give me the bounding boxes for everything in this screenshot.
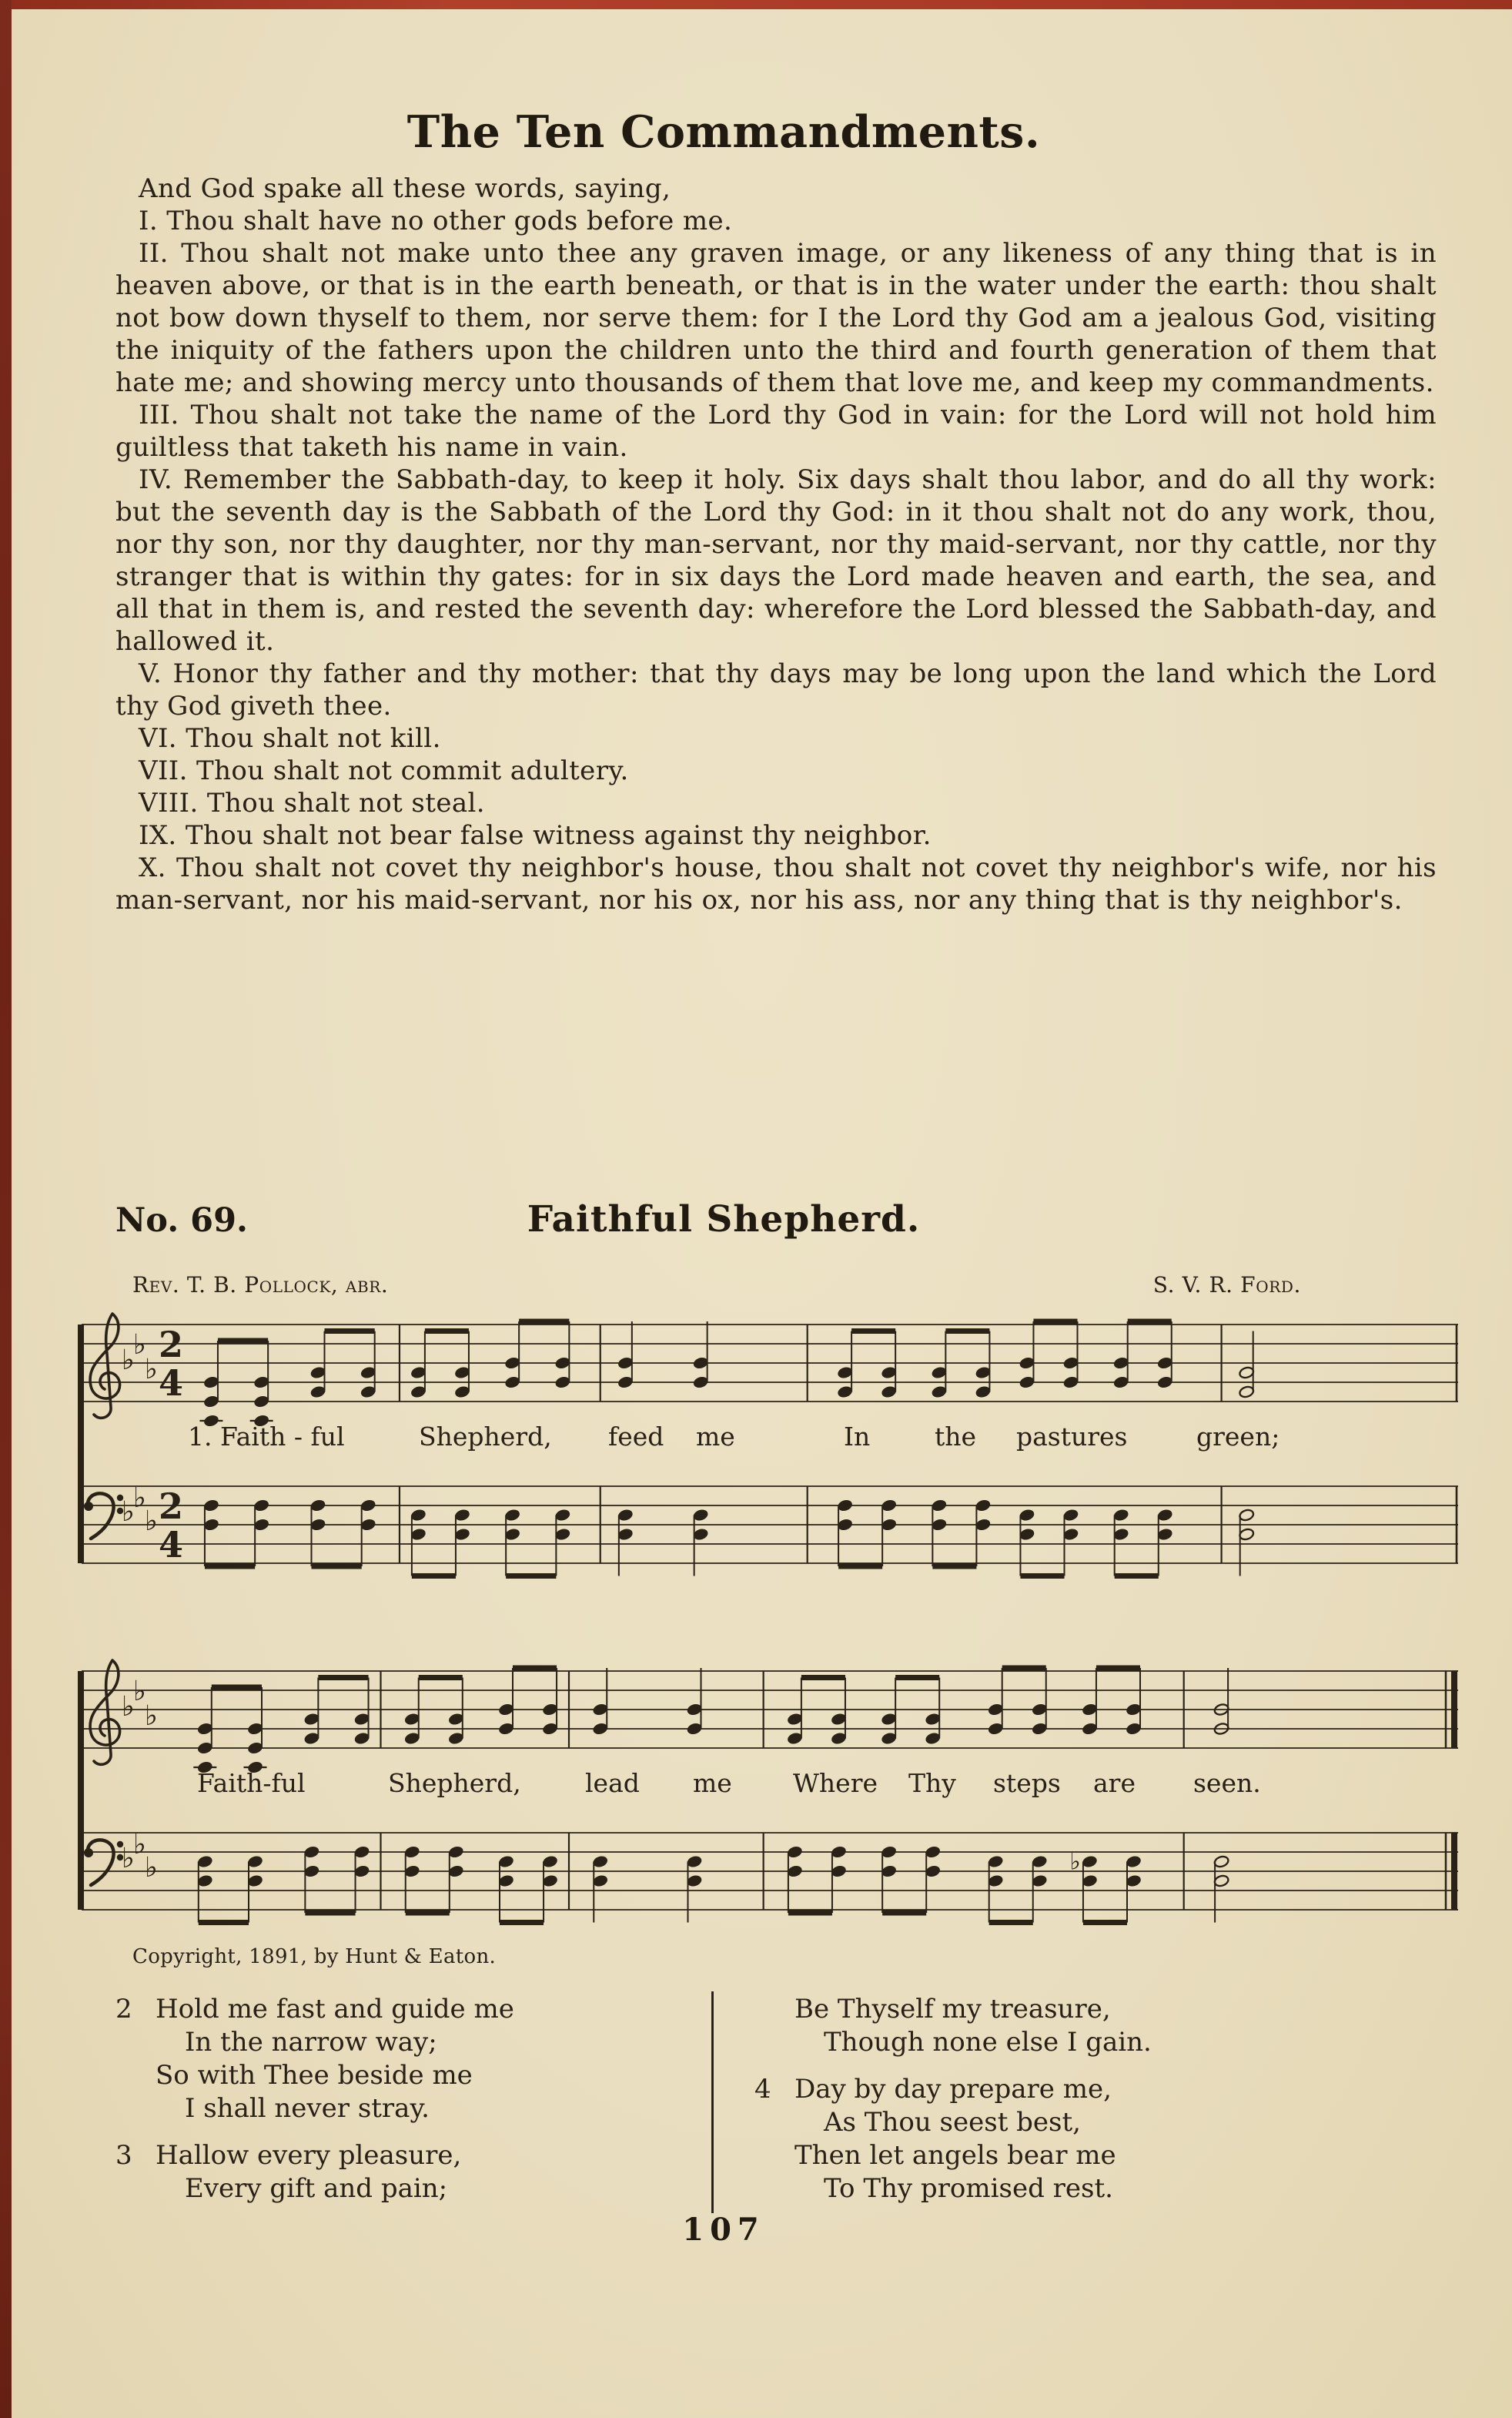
svg-text:4: 4 [158,1362,184,1404]
lyric-token: steps [993,1768,1061,1798]
page-edge-top [0,0,1512,9]
lyric-token: seen. [1193,1768,1261,1798]
verse-line: As Thou seest best, [824,2107,1081,2138]
lyric-token: pastures [1016,1422,1128,1452]
hymn-title: Faithful Shepherd. [527,1198,921,1241]
verse-number: 2 [115,1994,132,2024]
svg-text:4: 4 [158,1524,184,1566]
commandment-paragraph: II. Thou shalt not make unto thee any graven image, or any likeness of any thing that is in heaven above, or that is in the earth beneath, or that is in the water under the earth: thou shalt not bow down thyself to them, nor serve them: for I the Lord thy God am a jealous God, visiting the iniquity of the fathers upon the children unto the third and fourth generation of them that hate me; and showing mercy unto thousands of them that love me, and keep my commandments. [115,238,1437,398]
verse-line: In the narrow way; [185,2027,437,2058]
svg-text:♭: ♭ [133,1482,146,1514]
svg-text:♭: ♭ [145,1354,158,1385]
svg-text:♭: ♭ [145,1852,158,1884]
commandment-paragraph: X. Thou shalt not covet thy neighbor's house, thou shalt not covet thy neighbor's wife, nor his man-servant, nor his maid-servant, nor his ox, nor his ass, nor any thing that is thy neighbor's. [115,852,1437,916]
lyric-token: the [935,1422,977,1452]
lyric-token: Thy [908,1768,956,1798]
svg-text:♭: ♭ [145,1700,158,1732]
hymn-author: Rev. T. B. Pollock, abr. [132,1272,389,1298]
verse-line: Hold me fast and guide me [156,1994,514,2024]
commandment-paragraph: VII. Thou shalt not commit adultery. [139,755,629,786]
verse-number: 3 [115,2140,132,2171]
verse-line: Day by day prepare me, [794,2074,1112,2105]
hymn-verse [754,2073,1401,2205]
hymn-number: No. 69. [115,1201,248,1240]
svg-text:♭: ♭ [1069,1848,1081,1876]
lyric-token: Shepherd, [388,1768,521,1798]
verse-column-divider [711,1991,714,2213]
svg-text:♭: ♭ [145,1505,158,1537]
verse-line: So with Thee beside me [156,2060,473,2091]
verse-line: Be Thyself my treasure, [794,1994,1111,2024]
commandment-paragraph: VIII. Thou shalt not steal. [139,788,485,819]
commandment-paragraph: IV. Remember the Sabbath-day, to keep it holy. Six days shalt thou labor, and do all thy work: but the seventh day is the Sabbath of the Lord thy God: in it thou shalt not do any work, thou, nor thy son, nor thy daughter, nor thy man-servant, nor thy maid-servant, nor thy cattle, nor thy stranger that is within thy gates: for in six days the Lord made heaven and earth, the sea, and all that in them is, and rested the seventh day: wherefore the Lord blessed the Sabbath-day, and hallowed it. [115,464,1437,657]
lyric-token: Shepherd, [419,1422,552,1452]
hymn-verse [115,2139,685,2205]
music-system-1 [77,1309,1463,1656]
verse-line: Every gift and pain; [185,2173,448,2204]
commandment-paragraph: I. Thou shalt have no other gods before me. [139,206,733,236]
lyric-token: 1. Faith - ful [188,1422,345,1452]
lyric-token: Faith-ful [197,1768,306,1798]
lyric-token: feed [608,1422,664,1452]
lyric-token: Where [793,1768,878,1798]
commandments-text [115,172,1437,916]
commandment-paragraph: IX. Thou shalt not bear false witness against thy neighbor. [139,820,932,851]
page-edge-left [0,0,12,2418]
commandment-paragraph: VI. Thou shalt not kill. [139,723,441,754]
commandment-paragraph: V. Honor thy father and thy mother: that thy days may be long upon the land which the Lord thy God giveth thee. [115,658,1437,722]
lyric-token: are [1093,1768,1136,1798]
svg-text:♭: ♭ [133,1676,146,1707]
svg-text:2: 2 [158,1324,184,1365]
svg-text:♭: ♭ [122,1496,135,1528]
hymn-composer: S. V. R. Ford. [1152,1272,1301,1298]
lyric-token: me [696,1422,735,1452]
copyright-line: Copyright, 1891, by Hunt & Eaton. [132,1945,497,1968]
hymn-verse [754,1993,1401,2059]
svg-text:♭: ♭ [122,1345,135,1376]
lyric-token: In [844,1422,871,1452]
page-title: The Ten Commandments. [406,106,1041,158]
lyric-token: green; [1196,1422,1280,1452]
commandment-paragraph: III. Thou shalt not take the name of the Lord thy God in vain: for the Lord will not hold him guiltless that taketh his name in vain. [115,400,1437,463]
svg-text:2: 2 [158,1485,184,1527]
verse-line: Hallow every pleasure, [156,2140,462,2171]
verses-column-right [754,1993,1401,2219]
svg-text:♭: ♭ [122,1691,135,1723]
lyric-token: lead [585,1768,640,1798]
commandments-intro: And God spake all these words, saying, [139,173,671,204]
hymn-verse [115,1993,685,2125]
verse-line: To Thy promised rest. [824,2173,1113,2204]
verse-line: Though none else I gain. [824,2027,1152,2058]
verse-line: Then let angels bear me [794,2140,1116,2171]
svg-text:♭: ♭ [122,1843,135,1874]
verses-column-left [115,1993,685,2219]
page-number: 107 [682,2212,765,2248]
verse-number: 4 [754,2074,771,2105]
svg-text:♭: ♭ [133,1329,146,1361]
verse-line: I shall never stray. [185,2093,430,2124]
lyric-token: me [693,1768,732,1798]
svg-text:♭: ♭ [133,1829,146,1860]
